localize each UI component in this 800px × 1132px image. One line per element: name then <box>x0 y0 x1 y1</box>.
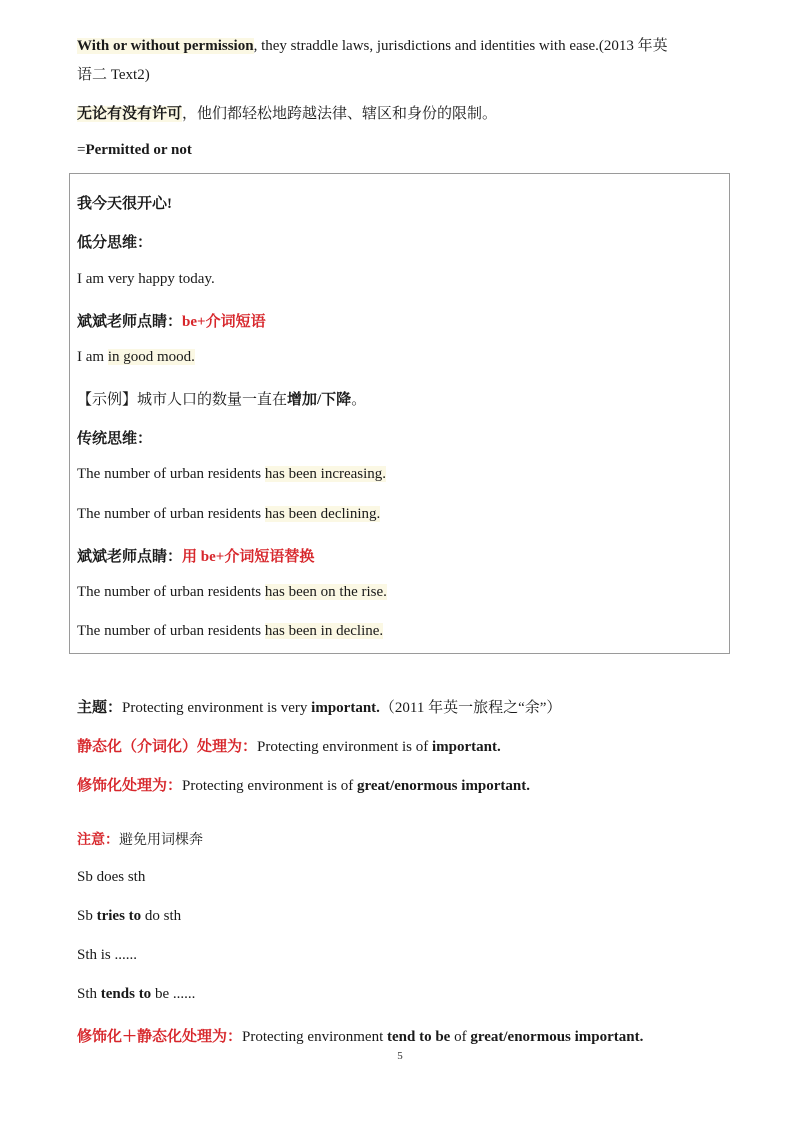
mod-pre: Protecting environment is of <box>182 778 357 794</box>
static-pre: Protecting environment is of <box>257 739 432 755</box>
equals-bold: Permitted or not <box>85 142 192 158</box>
mod-line <box>77 774 530 795</box>
theme-pre: Protecting environment is very <box>122 700 312 716</box>
tip2-red: 用 be+介词短语替换 <box>182 549 315 565</box>
note-line <box>77 829 203 849</box>
trad-s2-pre: The number of urban residents <box>77 506 265 522</box>
box-heading: 我今天很开心! <box>77 196 172 212</box>
equals-prefix: = <box>77 142 86 158</box>
p2-bold: tries to <box>96 908 142 924</box>
p4-post: be ...... <box>151 986 196 1002</box>
page-number: 5 <box>397 1050 403 1062</box>
trad-s1 <box>77 466 386 483</box>
theme-bold: important. <box>311 700 380 716</box>
rep-s2-hl: has been in decline. <box>264 623 384 639</box>
trad-label: 传统思维： <box>77 431 153 447</box>
rep-s2 <box>77 623 383 640</box>
mod-label: 修饰化处理为： <box>77 778 183 794</box>
trad-s1-hl: has been increasing. <box>264 466 387 482</box>
example-bold: 增加/下降 <box>287 392 352 408</box>
theme-label: 主题： <box>77 700 123 716</box>
p4-pre: Sth <box>77 986 101 1002</box>
static-label: 静态化（介词化）处理为： <box>77 739 258 755</box>
rep-s1-hl: has been on the rise. <box>264 584 387 600</box>
pattern-4 <box>77 986 195 1003</box>
trad-s2-hl: has been declining. <box>264 506 381 522</box>
low-sentence: I am very happy today. <box>77 271 215 287</box>
theme-source: （2011 年英一旅程之“余”） <box>379 700 562 716</box>
low-label: 低分思维： <box>77 235 153 251</box>
mod-bold: great/enormous important. <box>356 778 531 794</box>
tip1 <box>77 310 266 331</box>
final-bold2: great/enormous important. <box>470 1029 644 1045</box>
note-text: 避免用词棵奔 <box>119 833 203 848</box>
final-line <box>77 1025 643 1046</box>
final-pre: Protecting environment <box>242 1029 387 1045</box>
note-label: 注意： <box>77 833 119 848</box>
trad-s1-pre: The number of urban residents <box>77 466 265 482</box>
pattern-3: Sth is ...... <box>77 947 138 963</box>
example-end: 。 <box>351 392 367 408</box>
pattern-1: Sb does sth <box>77 869 146 885</box>
pattern-2 <box>77 908 181 925</box>
p2-post: do sth <box>141 908 182 924</box>
p2-pre: Sb <box>77 908 97 924</box>
intro-equals <box>77 142 192 159</box>
tip2 <box>77 545 314 566</box>
intro-source: 语二 Text2) <box>77 67 150 83</box>
tip2-label: 斌斌老师点睛： <box>77 549 183 565</box>
theme-line <box>77 696 561 717</box>
final-label: 修饰化＋静态化处理为： <box>77 1029 243 1045</box>
example-box <box>69 173 730 654</box>
good-sentence <box>77 349 195 366</box>
intro-sentence <box>77 34 668 55</box>
rep-s1 <box>77 584 387 601</box>
example-line <box>77 388 366 409</box>
translation-rest: ，他们都轻松地跨越法律、辖区和身份的限制。 <box>182 106 498 122</box>
rep-s1-pre: The number of urban residents <box>77 584 265 600</box>
p4-bold: tends to <box>100 986 152 1002</box>
static-line <box>77 735 501 756</box>
example-pre: 【示例】城市人口的数量一直在 <box>77 392 288 408</box>
intro-translation <box>77 102 497 123</box>
tip1-red: be+介词短语 <box>182 314 266 330</box>
trad-s2 <box>77 506 380 523</box>
static-bold: important. <box>431 739 501 755</box>
translation-bold: 无论有没有许可 <box>77 106 183 122</box>
rep-s2-pre: The number of urban residents <box>77 623 265 639</box>
final-mid: of <box>450 1029 471 1045</box>
good-pre: I am <box>77 349 108 365</box>
good-hl: in good mood. <box>107 349 195 365</box>
tip1-label: 斌斌老师点睛： <box>77 314 183 330</box>
intro-bold-phrase: With or without permission <box>77 38 254 54</box>
intro-rest: , they straddle laws, jurisdictions and identities with ease.(2013 年英 <box>253 38 668 54</box>
final-bold1: tend to be <box>386 1029 451 1045</box>
